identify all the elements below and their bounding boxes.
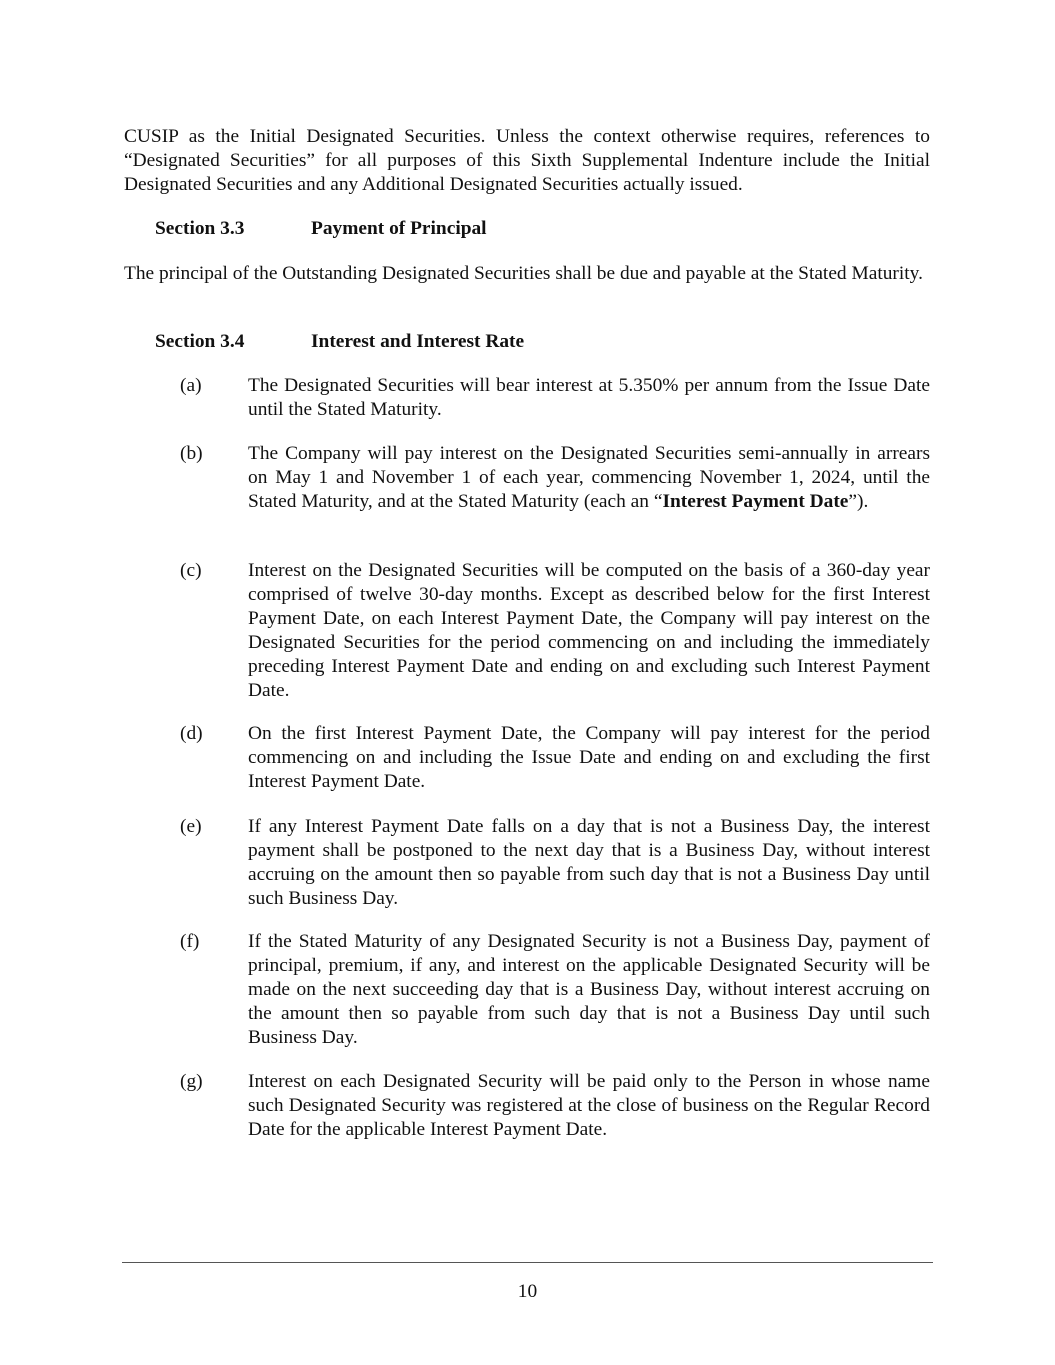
defined-term: Interest Payment Date — [662, 491, 849, 512]
list-item-label: (e) — [180, 816, 202, 837]
list-item-text: The Designated Securities will bear interest at 5.350% per annum from the Issue Date until the Stated Maturity. — [248, 375, 930, 420]
list-item-text — [248, 442, 930, 514]
list-item-text: Interest on the Designated Securities will be computed on the basis of a 360-day year comprised of twelve 30-day months. Except as described below for the first Interest Payment Date, on each Interest Payment Date, the Company will pay interest on the Designated Securities for the period commencing on and including the immediately preceding Interest Payment Date and ending on and excluding such Interest Payment Date. — [248, 560, 930, 701]
page-number: 10 — [517, 1281, 538, 1302]
intro-paragraph: CUSIP as the Initial Designated Securities. Unless the context otherwise requires, references to “Designated Securities” for all purposes of this Sixth Supplemental Indenture include the Initial Designated Securities and any Additional Designated Securities actually issued. — [124, 126, 930, 195]
section-3-3-heading — [155, 217, 487, 241]
list-item-text: On the first Interest Payment Date, the Company will pay interest for the period commencing on and including the Issue Date and ending on and excluding the first Interest Payment Date. — [248, 723, 930, 792]
text-before: The Company will pay interest on the Designated Securities semi-annually in arrears on May 1 and November 1 of each year, commencing November 1, 2024, until the Stated Maturity, and at the Stated Maturity (each an “ — [248, 443, 930, 512]
section-title: Interest and Interest Rate — [311, 331, 525, 352]
section-number: Section 3.4 — [155, 331, 245, 352]
list-item-label: (d) — [180, 723, 203, 744]
list-item-label: (a) — [180, 375, 202, 396]
list-item-text: Interest on each Designated Security will be paid only to the Person in whose name such Designated Security was registered at the close of business on the Regular Record Date for the applicable Interest Payment Date. — [248, 1071, 930, 1140]
footer-divider — [122, 1262, 933, 1263]
list-item-text: If the Stated Maturity of any Designated Security is not a Business Day, payment of principal, premium, if any, and interest on the applicable Designated Security will be made on the next succeeding day that is a Business Day, without interest accruing on the amount then so payable from such day that is not a Business Day until such Business Day. — [248, 931, 930, 1048]
list-item-label: (g) — [180, 1071, 203, 1092]
section-3-4-heading — [155, 330, 524, 354]
list-item-label: (c) — [180, 560, 202, 581]
text-after: ”). — [848, 491, 869, 512]
list-item-text: If any Interest Payment Date falls on a day that is not a Business Day, the interest payment shall be postponed to the next day that is a Business Day, without interest accruing on the amount then so payable from such day that is not a Business Day until such Business Day. — [248, 816, 930, 909]
section-number: Section 3.3 — [155, 218, 245, 239]
list-item-label: (b) — [180, 443, 203, 464]
section-3-3-body: The principal of the Outstanding Designated Securities shall be due and payable at the Stated Maturity. — [124, 263, 923, 284]
list-item-label: (f) — [180, 931, 200, 952]
section-title: Payment of Principal — [311, 218, 487, 239]
